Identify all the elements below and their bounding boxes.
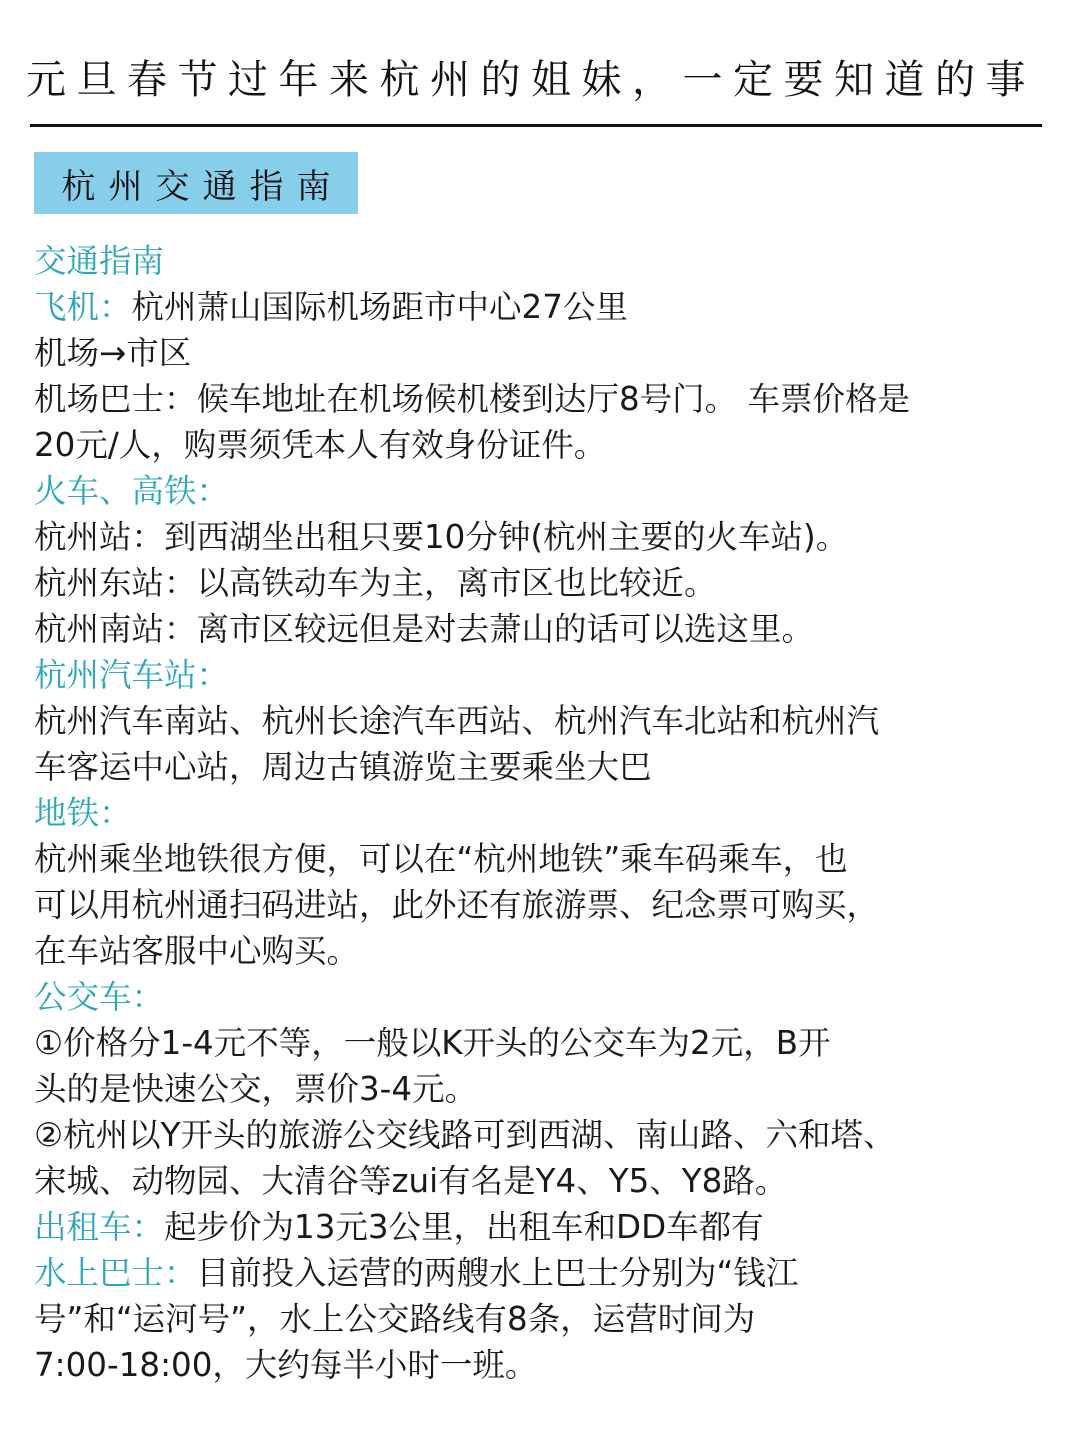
content-body: [34, 238, 1054, 1388]
text-line: [34, 1158, 1054, 1204]
page-title: 元旦春节过年来杭州的姐妹，一定要知道的事: [26, 57, 1036, 103]
title-divider: [30, 124, 1042, 127]
line-text: 起步价为13元3公里，出租车和DD车都有: [164, 1208, 764, 1246]
line-heading: 出租车：: [34, 1208, 165, 1246]
text-line: [34, 1066, 1054, 1112]
text-line: [34, 376, 1054, 422]
line-text: 在车站客服中心购买。: [34, 932, 360, 970]
text-line: [34, 836, 1054, 882]
text-line: [34, 468, 1054, 514]
text-line: [34, 882, 1054, 928]
text-line: [34, 974, 1054, 1020]
text-line: [34, 652, 1054, 698]
text-line: [34, 422, 1054, 468]
section-tag: [34, 152, 358, 214]
line-text: 机场巴士：候车地址在机场候机楼到达厅8号门。 车票价格是: [34, 380, 911, 418]
line-text: 杭州萧山国际机场距市中心27公里: [131, 288, 628, 326]
line-heading: 公交车：: [34, 978, 165, 1016]
line-text: 车客运中心站，周边古镇游览主要乘坐大巴: [34, 748, 652, 786]
text-line: [34, 1204, 1054, 1250]
line-text: 杭州乘坐地铁很方便，可以在“杭州地铁”乘车码乘车，也: [34, 840, 848, 878]
text-line: [34, 928, 1054, 974]
text-line: [34, 606, 1054, 652]
line-text: ①价格分1-4元不等，一般以K开头的公交车为2元，B开: [34, 1024, 831, 1062]
section-tag-label: 杭州交通指南: [61, 166, 344, 207]
line-heading: 地铁：: [34, 794, 132, 832]
text-line: [34, 560, 1054, 606]
line-heading: 火车、高铁：: [34, 472, 230, 510]
text-line: [34, 698, 1054, 744]
line-text: 宋城、动物园、大清谷等zui有名是Y4、Y5、Y8路。: [34, 1162, 788, 1200]
line-text: 号”和“运河号”，水上公交路线有8条，运营时间为: [34, 1300, 756, 1338]
text-line: [34, 1296, 1054, 1342]
line-heading: 杭州汽车站：: [34, 656, 230, 694]
text-line: [34, 284, 1054, 330]
line-heading: 交通指南: [34, 242, 165, 280]
text-line: [34, 514, 1054, 560]
text-line: [34, 744, 1054, 790]
line-text: 可以用杭州通扫码进站，此外还有旅游票、纪念票可购买，: [34, 886, 880, 924]
text-line: [34, 1112, 1054, 1158]
line-text: 7:00-18:00，大约每半小时一班。: [34, 1346, 538, 1384]
line-text: 机场→市区: [34, 334, 192, 372]
text-line: [34, 238, 1054, 284]
line-text: 杭州南站：离市区较远但是对去萧山的话可以选这里。: [34, 610, 815, 648]
line-text: 20元/人，购票须凭本人有效身份证件。: [34, 426, 607, 464]
line-text: 杭州东站：以高铁动车为主，离市区也比较近。: [34, 564, 717, 602]
text-line: [34, 1342, 1054, 1388]
line-heading: 水上巴士：: [34, 1254, 197, 1292]
text-line: [34, 1250, 1054, 1296]
line-text: 目前投入运营的两艘水上巴士分别为“钱江: [196, 1254, 799, 1292]
line-text: 头的是快速公交，票价3-4元。: [34, 1070, 478, 1108]
line-text: 杭州汽车南站、杭州长途汽车西站、杭州汽车北站和杭州汽: [34, 702, 880, 740]
line-text: ②杭州以Y开头的旅游公交线路可到西湖、南山路、六和塔、: [34, 1116, 896, 1154]
line-text: 杭州站：到西湖坐出租只要10分钟(杭州主要的火车站)。: [34, 518, 849, 556]
text-line: [34, 330, 1054, 376]
line-heading: 飞机：: [34, 288, 132, 326]
text-line: [34, 1020, 1054, 1066]
text-line: [34, 790, 1054, 836]
